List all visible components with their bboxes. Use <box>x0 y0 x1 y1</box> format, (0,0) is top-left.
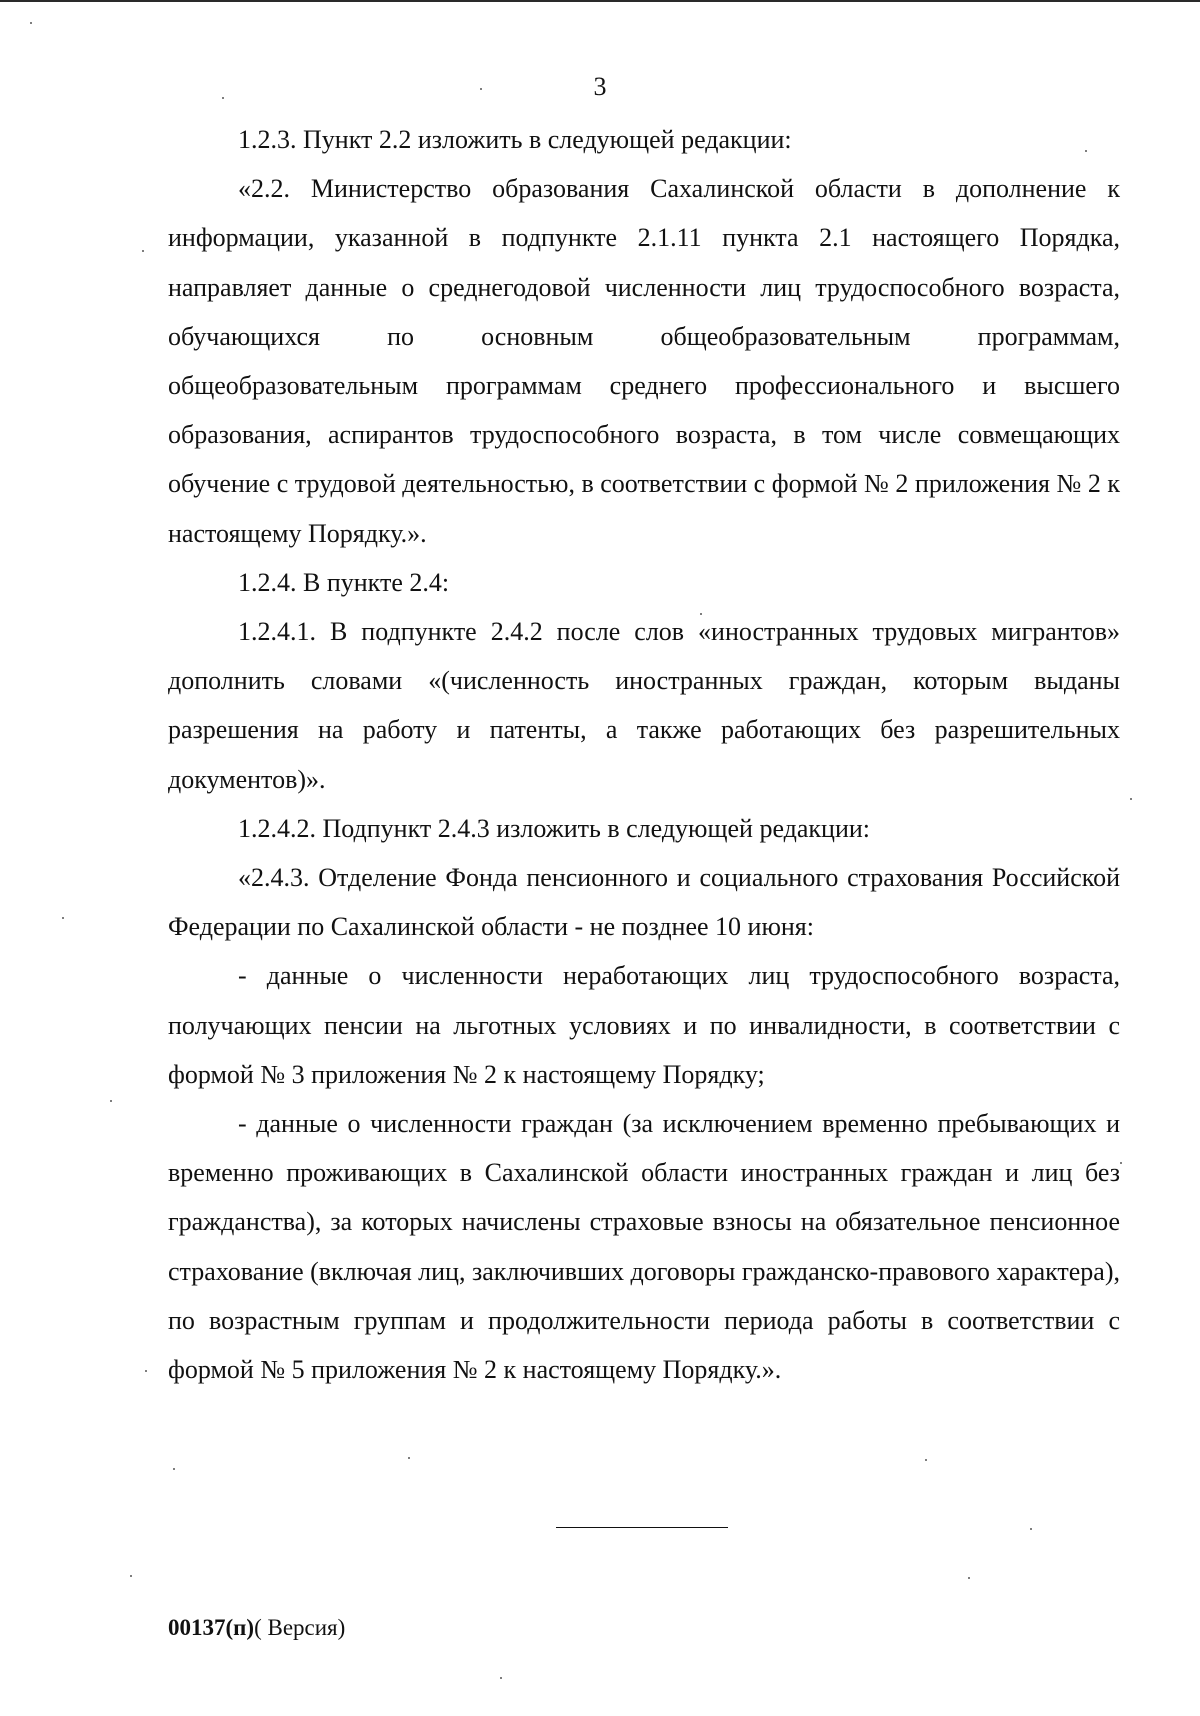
scan-speck <box>145 1370 147 1372</box>
scan-speck <box>968 1577 970 1579</box>
scan-speck <box>1030 1528 1032 1530</box>
scan-speck <box>1085 150 1087 152</box>
document-code <box>168 1614 345 1642</box>
paragraph-1-2-4-2: 1.2.4.2. Подпункт 2.4.3 изложить в следующей редакции: <box>238 813 871 843</box>
scan-border-top <box>0 0 1200 2</box>
scan-speck <box>222 97 224 99</box>
list-item-insured-citizens: - данные о численности граждан (за исключением временно пребывающих и временно проживающих в Сахалинской области иностранных граждан и лиц без гражданства), за которых начислены страховые взносы на обязательное пенсионное страхование (включая лиц, заключивших договоры гражданско-правового характера), по возрастным группам и продолжительности периода работы в соответствии с формой № 5 приложения № 2 к настоящему Порядку.». <box>168 1109 1120 1385</box>
document-code-number: 00137(п) <box>168 1615 255 1640</box>
paragraph-2-4-3-text: «2.4.3. Отделение Фонда пенсионного и социального страхования Российской Федерации по Сахалинской области - не позднее 10 июня: <box>168 863 1120 942</box>
paragraph-1-2-4: 1.2.4. В пункте 2.4: <box>238 567 450 597</box>
paragraph-2-2-text: «2.2. Министерство образования Сахалинской области в дополнение к информации, указанной в подпункте 2.1.11 пункта 2.1 настоящего Порядка, направляет данные о среднегодовой численности лиц трудоспособного возраста, обучающихся по основным общеобразовательным программам, общеобразовательным программам среднего профессионального и высшего образования, аспирантов трудоспособного возраста, в том числе совмещающих обучение с трудовой деятельностью, в соответствии с формой № 2 приложения № 2 к настоящему Порядку.». <box>168 174 1120 548</box>
scan-speck <box>925 1459 927 1461</box>
scan-speck <box>408 1457 410 1459</box>
scan-speck <box>173 1468 175 1470</box>
paragraph-1-2-3: 1.2.3. Пункт 2.2 изложить в следующей редакции: <box>238 125 792 154</box>
scan-speck <box>700 613 702 615</box>
scan-speck <box>62 917 64 919</box>
scan-speck <box>130 1575 132 1577</box>
list-item-pensioners: - данные о численности неработающих лиц трудоспособного возраста, получающих пенсии на льготных условиях и по инвалидности, в соответствии с формой № 3 приложения № 2 к настоящему Порядку; <box>168 961 1120 1089</box>
scan-speck <box>1120 1162 1122 1164</box>
scan-speck <box>1130 798 1132 800</box>
document-body <box>168 115 1120 1394</box>
scan-speck <box>500 1677 502 1679</box>
scan-speck <box>480 88 482 90</box>
scan-speck <box>30 22 32 24</box>
end-rule <box>556 1527 728 1528</box>
page-number: 3 <box>593 72 607 101</box>
scan-speck <box>142 250 144 252</box>
paragraph-1-2-4-1: 1.2.4.1. В подпункте 2.4.2 после слов «иностранных трудовых мигрантов» дополнить словами «(численность иностранных граждан, которым выданы разрешения на работу и патенты, а также работающих без разрешительных документов)». <box>168 617 1120 794</box>
scan-speck <box>110 1100 112 1102</box>
document-version: ( Версия) <box>254 1615 346 1640</box>
